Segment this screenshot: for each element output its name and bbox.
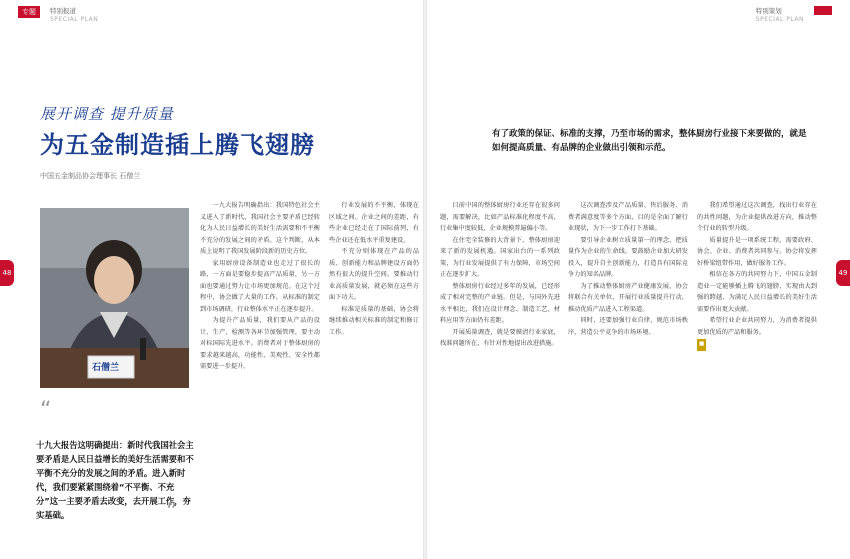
- section-tag: 专题: [18, 6, 40, 18]
- paragraph: 希望行业企业共同努力，为消费者提供更加优质的产品和服务。: [697, 317, 817, 336]
- paragraph: 目前中国的整体厨房行业还存在很多问题，需要解决，比如产品标准化程度不高，行业集中度较低，企业规模普遍偏小等。: [440, 202, 560, 232]
- header-accent-bar: [814, 6, 832, 15]
- paragraph: 整体厨房行业经过多年的发展，已经形成了相对完整的产业链。但是，与国外先进水平相比，我们在设计理念、制造工艺、材料应用等方面仍有差距。: [440, 282, 560, 324]
- quote-close-mark: ”: [166, 500, 178, 525]
- body-column-4: [568, 200, 688, 545]
- pull-quote-left: 十九大报告这明确提出：新时代我国社会主要矛盾是人民日益增长的美好生活需要和不平衡不充分的发展之间的矛盾。进入新时代，我们要紧紧围绕着“不平衡、不充分”这一主要矛盾去改变，去开展工作，夯实基础。: [36, 440, 194, 520]
- article-byline: 中国五金制品协会理事长 石僧兰: [40, 172, 141, 180]
- paragraph: 我们希望通过这次调查，找出行业存在的共性问题，为企业提供改进方向，推动整个行业的转型升级。: [697, 202, 817, 232]
- paragraph: 为了推动整体厨房产业健康发展，协会将联合有关单位，开展行业质量提升行动，推动优质产品进入工程渠道。: [568, 282, 688, 313]
- body-column-3: [440, 200, 560, 545]
- body-column-2: [329, 200, 419, 545]
- right-running-header: [756, 6, 832, 23]
- right-page-number: 49: [836, 260, 850, 286]
- right-header-title: 特别策划: [755, 7, 782, 15]
- article-kicker: 展开调查 提升质量: [40, 105, 174, 123]
- right-header-en: SPECIAL PLAN: [755, 16, 804, 23]
- left-running-header: [18, 6, 98, 23]
- article-headline: 为五金制造插上腾飞翅膀: [40, 130, 315, 159]
- paragraph: 家用厨房设备制造业也走过了很长的路，一方面是要稳步提高产品质量，另一方面也要通过努力让市场更加规范。在这个过程中，协会做了大量的工作，从标准的制定到市场调研，行业整体水平正在逐步提升。: [200, 259, 320, 313]
- paragraph: 质量提升是一项系统工程，需要政府、协会、企业、消费者共同参与。协会将发挥好桥梁纽带作用，做好服务工作。: [697, 236, 817, 267]
- pull-quote-right: 有了政策的保证、标准的支撑，乃至市场的需求，整体厨房行业接下来要做的，就是如何提高质量、有品牌的企业做出引领和示范。: [492, 129, 807, 153]
- paragraph: 要引导企业树立质量第一的理念，把质量作为企业的生命线。要鼓励企业加大研发投入，提升自主创新能力，打造具有国际竞争力的知名品牌。: [568, 236, 688, 278]
- left-header-en: SPECIAL PLAN: [50, 16, 99, 23]
- paragraph: 开展质量调查，就是要摸清行业家底，找准问题所在，有针对性地提出改进措施。: [440, 328, 560, 347]
- speaker-photo: [40, 208, 189, 388]
- body-column-1: [200, 200, 320, 545]
- paragraph: 在住宅全装修的大背景下，整体厨房迎来了新的发展机遇。国家出台的一系列政策，为行业发展提供了有力保障，市场空间正在逐步扩大。: [440, 236, 560, 278]
- page-gutter: [423, 0, 427, 559]
- paragraph: 一九大报告明确指出：我国特色社会主义进入了新时代，我国社会主要矛盾已经转化为人民日益增长的美好生活需要和不平衡不充分的发展之间的矛盾。这个判断，从本质上说明了我国发展阶段新的历史方位。: [200, 202, 320, 255]
- paragraph: 同时，还要加强行业自律，规范市场秩序，营造公平竞争的市场环境。: [568, 317, 688, 336]
- paragraph: 行业发展的不平衡，体现在区域之间、企业之间的差距，有些企业已经走在了国际前列，有些企业还在低水平重复建设。: [329, 202, 419, 244]
- quote-open-mark: “: [40, 398, 52, 423]
- paragraph: 这次调查涉及产品质量、售后服务、消费者满意度等多个方面，目的是全面了解行业现状，为下一步工作打下基础。: [568, 202, 688, 232]
- left-header-title: 特别报道: [50, 7, 76, 15]
- paragraph: 标准是质量的基础，协会将继续推动相关标准的制定和修订工作。: [329, 305, 419, 336]
- body-column-5: [697, 200, 817, 545]
- paragraph: 相信在各方的共同努力下，中国五金制造业一定能够插上腾飞的翅膀，实现由大到强的跨越，为满足人民日益增长的美好生活需要作出更大贡献。: [697, 271, 817, 313]
- paragraph: 不充分则体现在产品的品质、创新能力和品牌建设方面仍然有很大的提升空间。要推动行业高质量发展，就必须在这些方面下功夫。: [329, 248, 419, 301]
- left-page-number: 48: [0, 260, 14, 286]
- photo-nameplate: 石僧兰: [92, 363, 120, 373]
- paragraph: 为提升产品质量，我们要从产品的设计、生产、检测等各环节加强管理，要主动对标国际先进水平。消费者对于整体厨房的要求越来越高，功能性、美观性、安全性都需要进一步提升。: [200, 317, 320, 370]
- end-mark: ■: [697, 339, 706, 351]
